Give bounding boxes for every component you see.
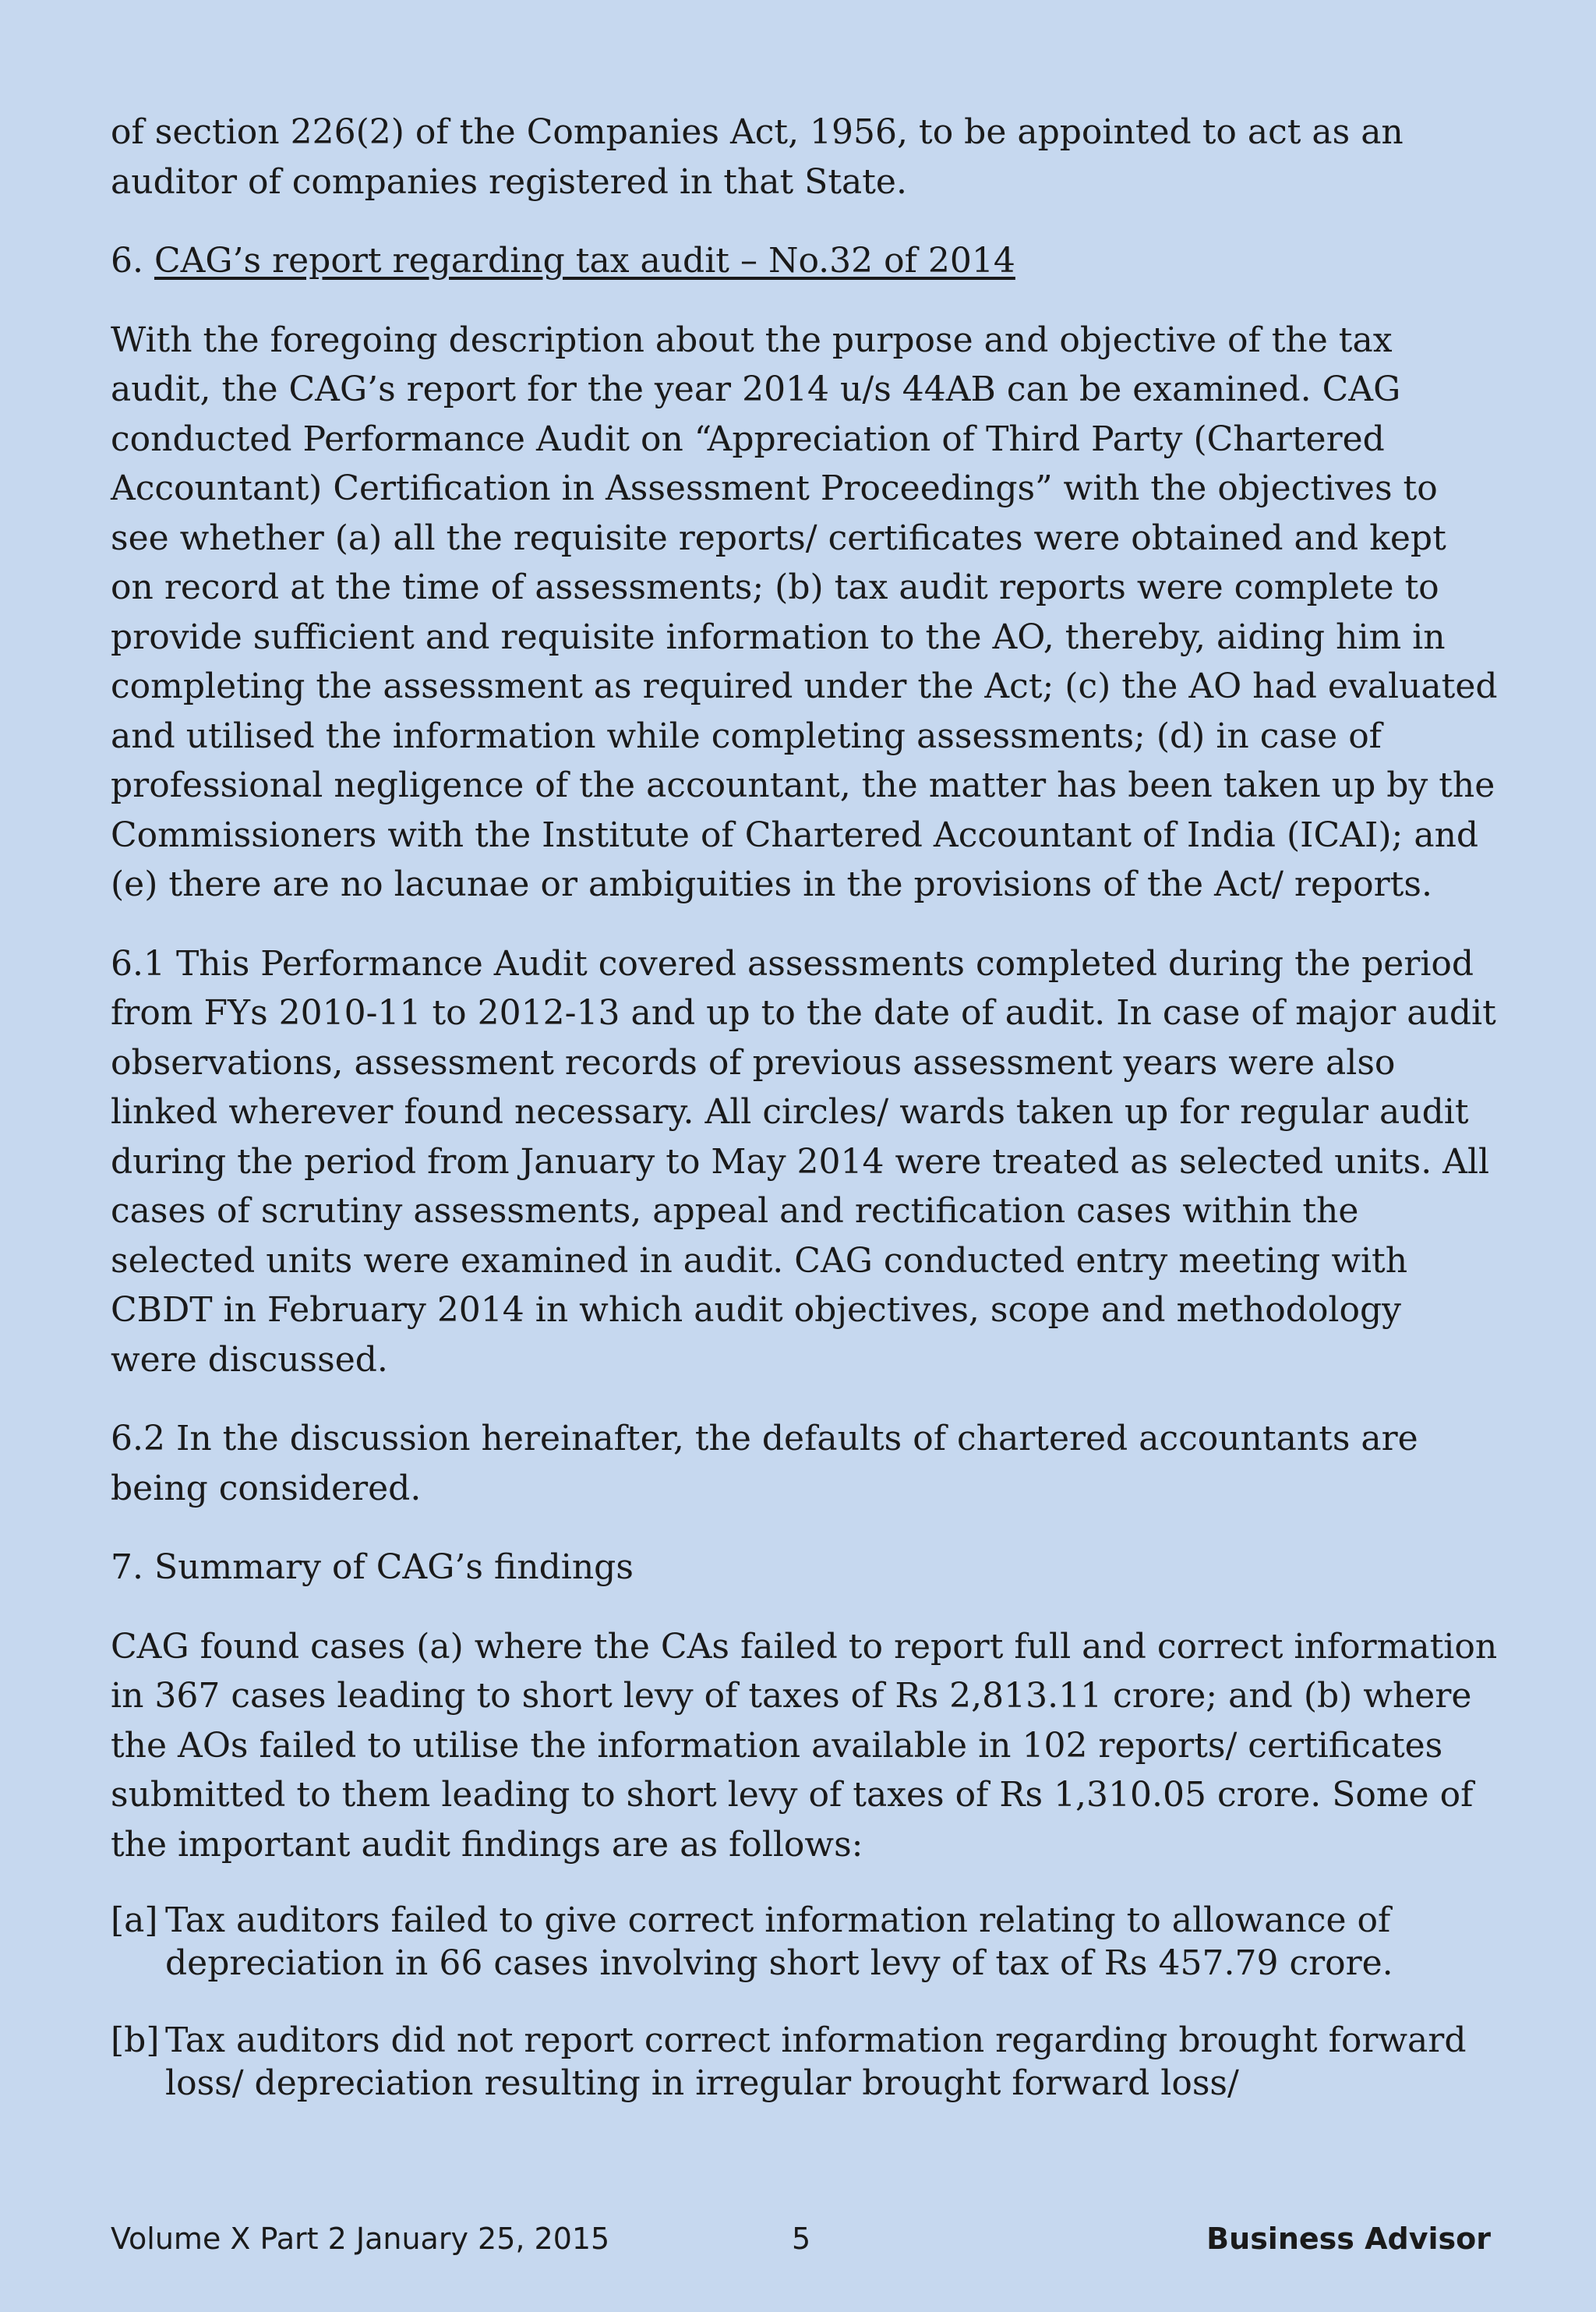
section-7-body-paragraph: CAG found cases (a) where the CAs failed to report full and correct information in 367 cases leading to short levy of taxes of Rs 2,813.11 crore; and (b) where the AOs failed to utilise the information available in 102 reports/ certificates submitted to them leading to short levy of taxes of Rs 1,310.05 crore. Some of the important audit findings are as follows: bbox=[111, 1626, 1498, 1865]
section-7-heading: 7. Summary of CAG’s findings bbox=[111, 1547, 634, 1587]
finding-text-b: Tax auditors did not report correct information regarding brought forward loss/ depreciation resulting in irregular brought forward loss/ bbox=[165, 2020, 1467, 2103]
section-6-body-paragraph: With the foregoing description about the purpose and objective of the tax audit, the CAG’s report for the year 2014 u/s 44AB can be examined. CAG conducted Performance Audit on “Appreciation of Third Party (Chartered Accountant) Certification in Assessment Proceedings” with the objectives to see whether (a) all the requisite reports/ certificates were obtained and kept on record at the time of assessments; (b) tax audit reports were complete to provide sufficient and requisite information to the AO, thereby, aiding him in completing the assessment as required under the Act; (c) the AO had evaluated and utilised the information while completing assessments; (d) in case of professional negligence of the accountant, the matter has been taken up by the Commissioners with the Institute of Chartered Accountant of India (ICAI); and (e) there are no lacunae or ambiguities in the provisions of the Act/ reports. bbox=[111, 320, 1498, 904]
footer-page-number: 5 bbox=[792, 2222, 811, 2256]
page-footer bbox=[111, 2222, 1491, 2261]
finding-marker-a: [a] bbox=[111, 1900, 158, 1940]
finding-item-a bbox=[111, 1899, 1498, 1985]
section-6-title: CAG’s report regarding tax audit – No.32 of 2014 bbox=[154, 241, 1015, 281]
section-6-heading bbox=[111, 236, 1498, 286]
finding-item-b bbox=[111, 2019, 1498, 2105]
section-6-2-paragraph: 6.2 In the discussion hereinafter, the defaults of chartered accountants are being considered. bbox=[111, 1419, 1418, 1508]
section-6-number: 6. bbox=[111, 241, 154, 281]
intro-continuation-paragraph: of section 226(2) of the Companies Act, 1956, to be appointed to act as an auditor of companies registered in that State. bbox=[111, 112, 1404, 202]
finding-marker-b: [b] bbox=[111, 2020, 160, 2060]
footer-publication-name: Business Advisor bbox=[1206, 2222, 1491, 2256]
section-6-1-paragraph: 6.1 This Performance Audit covered assessments completed during the period from FYs 2010-11 to 2012-13 and up to the date of audit. In case of major audit observations, assessment records of previous assessment years were also linked wherever found necessary. All circles/ wards taken up for regular audit during the period from January to May 2014 were treated as selected units. All cases of scrutiny assessments, appeal and rectification cases within the selected units were examined in audit. CAG conducted entry meeting with CBDT in February 2014 in which audit objectives, scope and methodology were discussed. bbox=[111, 943, 1496, 1380]
finding-text-a: Tax auditors failed to give correct information relating to allowance of depreciation in 66 cases involving short levy of tax of Rs 457.79 crore. bbox=[165, 1900, 1393, 1983]
document-page bbox=[111, 108, 1498, 2139]
footer-issue-info: Volume X Part 2 January 25, 2015 bbox=[111, 2222, 610, 2256]
